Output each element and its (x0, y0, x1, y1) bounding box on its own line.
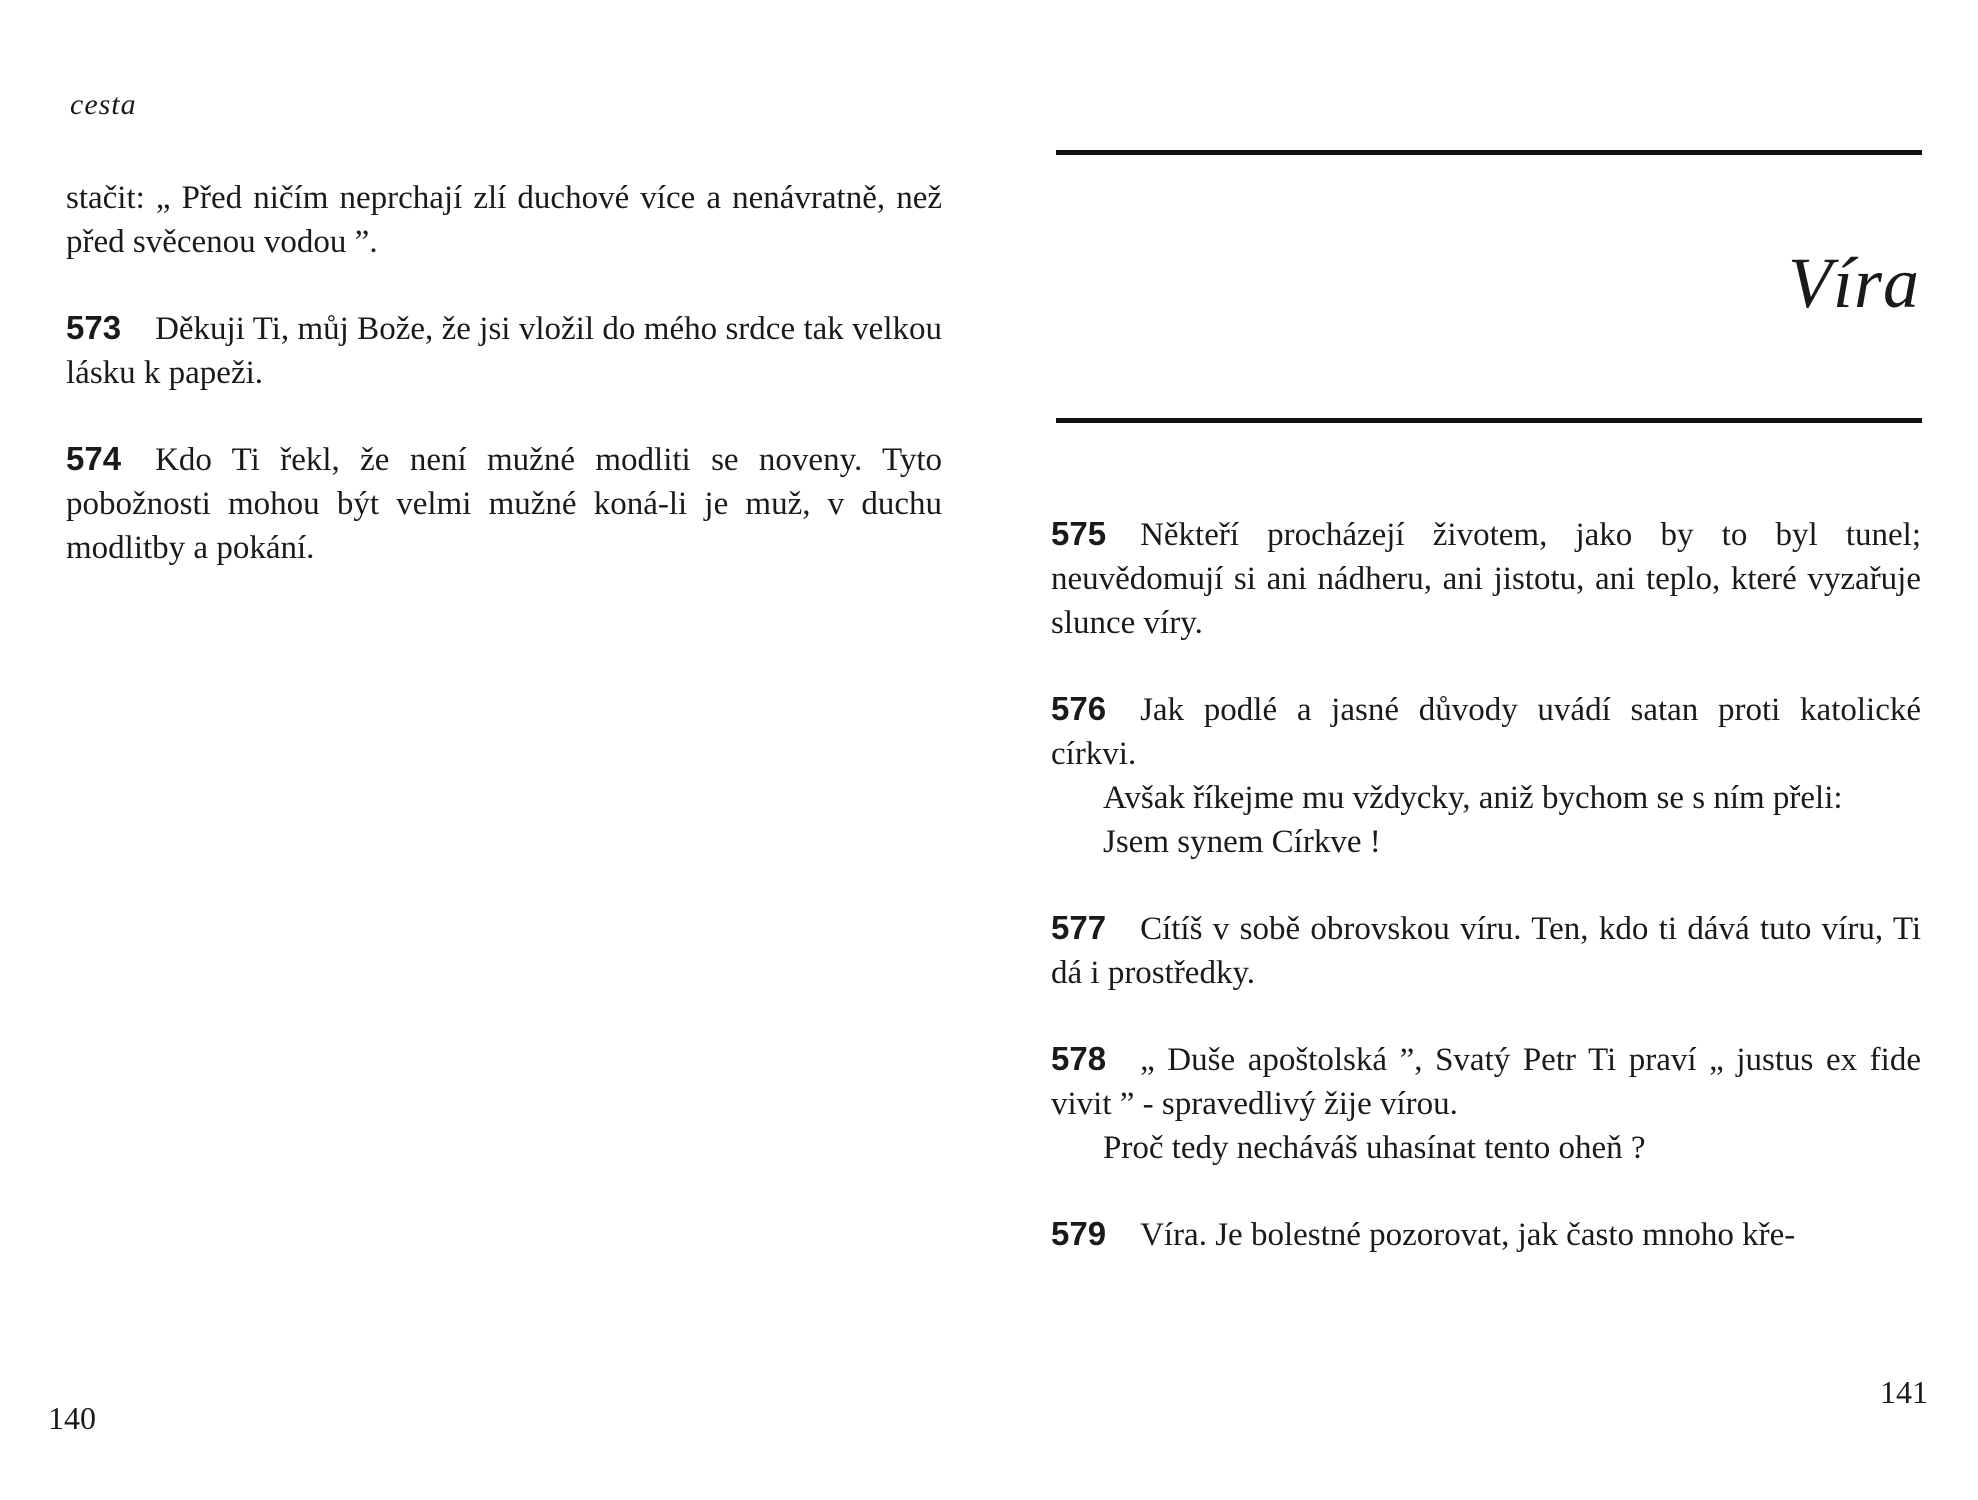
entry-number: 575 (1051, 515, 1107, 552)
entry-text: Kdo Ti řekl, že není mužné modliti se noveny. Tyto pobožnosti mohou být velmi mužné koná-li je muž, v duchu modlitby a pokání. (66, 442, 942, 566)
entry-579 (1051, 1212, 1921, 1257)
entry-573 (66, 306, 942, 395)
chapter-rule-top (1056, 150, 1922, 155)
entry-text: Někteří procházejí životem, jako by to byl tunel; neuvědomují si ani nádheru, ani jistotu, ani teplo, které vyzařuje slunce víry. (1051, 517, 1921, 641)
page-number: 141 (1880, 1374, 1928, 1410)
entry-text: Děkuji Ti, můj Bože, že jsi vložil do mého srdce tak velkou lásku k papeži. (66, 311, 942, 391)
entry-text: Cítíš v sobě obrovskou víru. Ten, kdo ti dává tuto víru, Ti dá i prostředky. (1051, 911, 1921, 991)
entry-text: Jak podlé a jasné důvody uvádí satan proti katolické církvi. (1051, 692, 1921, 772)
entry-number: 574 (66, 440, 122, 477)
right-page (989, 0, 1978, 1500)
entry-number: 577 (1051, 909, 1107, 946)
entry-number: 578 (1051, 1040, 1107, 1077)
running-head: cesta (70, 88, 137, 121)
entry-574 (66, 437, 942, 570)
paragraph-text: stačit: „ Před ničím neprchají zlí duchové více a nenávratně, než před svěcenou vodou ”. (66, 180, 942, 260)
entry-continuation: Jsem synem Církve ! (1103, 824, 1381, 860)
entry-number: 576 (1051, 690, 1107, 727)
entry-text: „ Duše apoštolská ”, Svatý Petr Ti praví „ justus ex fide vivit ” - spravedlivý žije vírou. (1051, 1042, 1921, 1122)
entry-number: 573 (66, 309, 122, 346)
entry-continuation: Proč tedy necháváš uhasínat tento oheň ? (1103, 1130, 1646, 1166)
entry-577 (1051, 906, 1921, 995)
right-text-block (1051, 512, 1921, 1299)
entry-continuation: Avšak říkejme mu vždycky, aniž bychom se s ním přeli: (1103, 780, 1843, 816)
chapter-title: Víra (1787, 243, 1920, 323)
page-number: 140 (48, 1400, 96, 1436)
entry-578 (1051, 1037, 1921, 1170)
entry-576 (1051, 687, 1921, 864)
entry-575 (1051, 512, 1921, 645)
entry-text: Víra. Je bolestné pozorovat, jak často mnoho kře- (1140, 1217, 1796, 1253)
continuation-paragraph (66, 176, 942, 264)
entry-number: 579 (1051, 1215, 1107, 1252)
left-text-block (66, 176, 942, 612)
chapter-rule-bottom (1056, 418, 1922, 423)
